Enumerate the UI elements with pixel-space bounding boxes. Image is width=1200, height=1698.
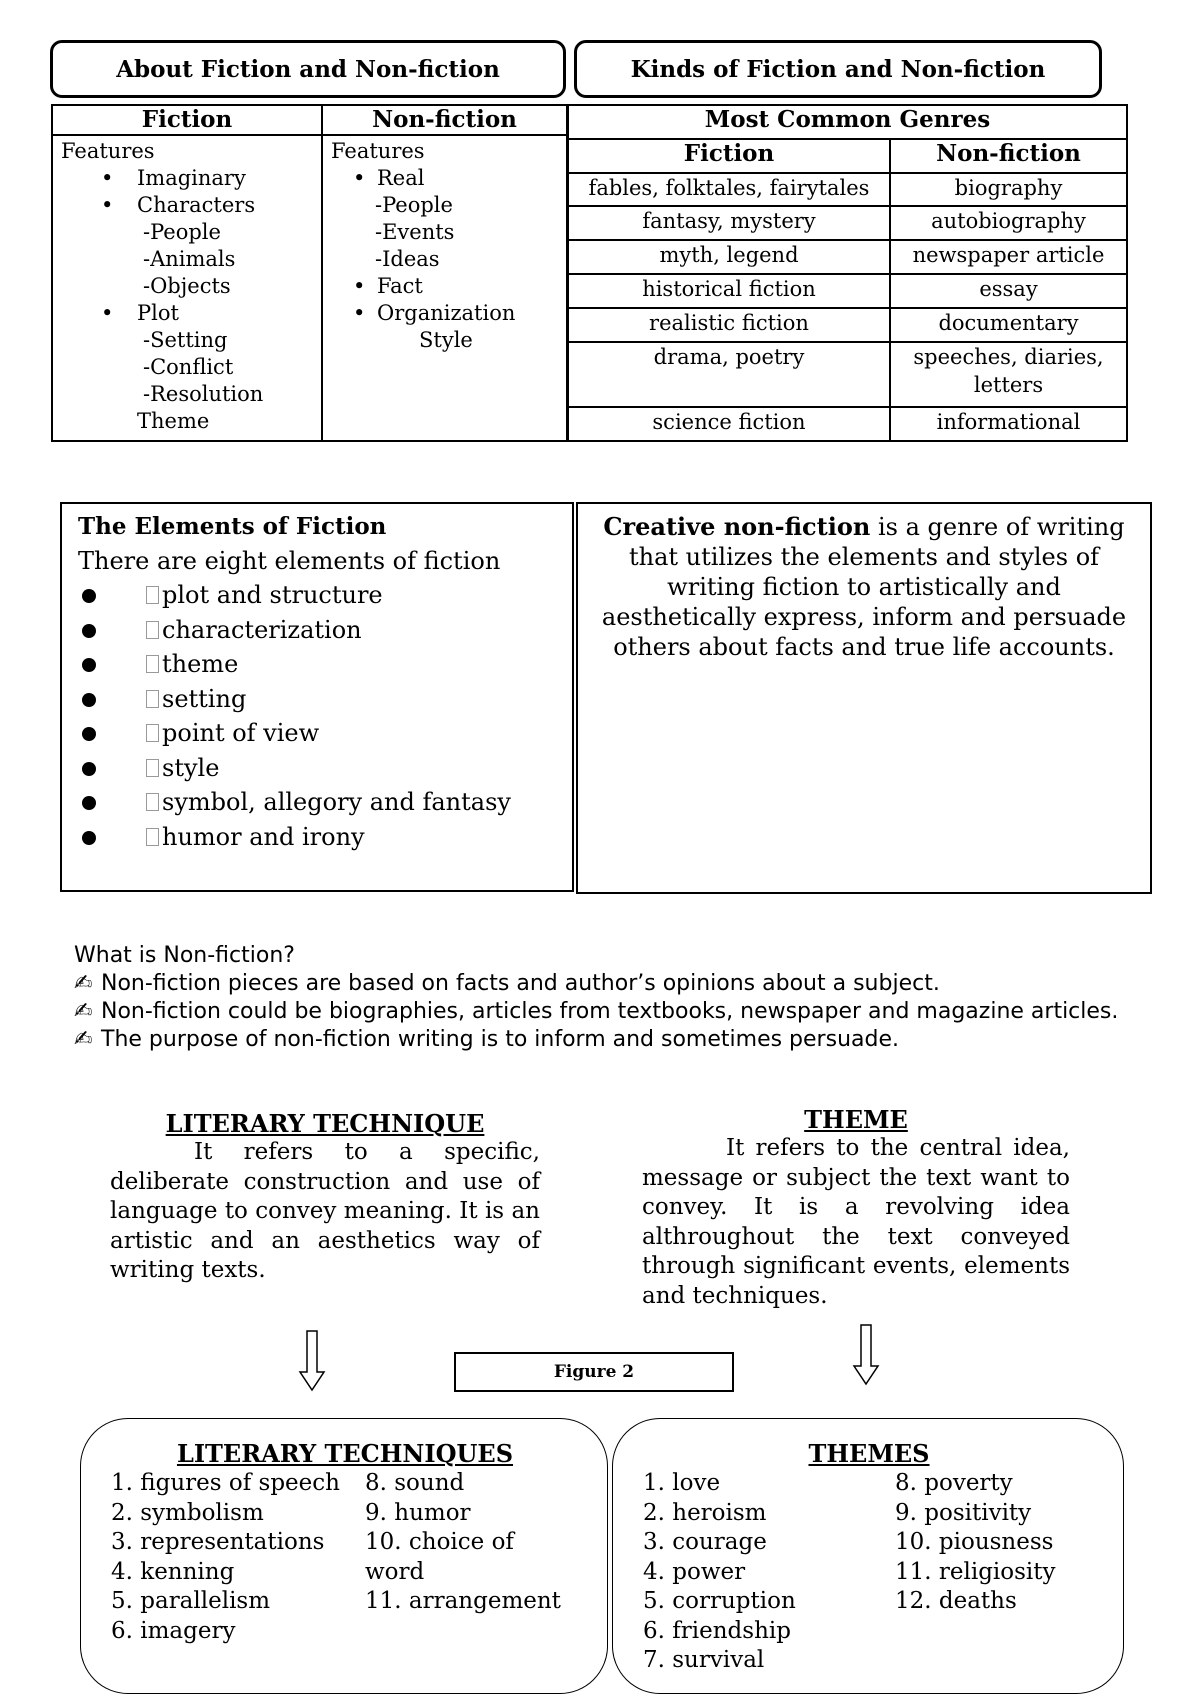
genre-nonfiction-cell: speeches, diaries, letters — [890, 342, 1127, 407]
literary-technique-section — [110, 1110, 540, 1286]
bullet-icon: • — [101, 301, 114, 325]
bullet-dot-icon — [82, 624, 96, 638]
checkbox-glyph-icon — [146, 793, 159, 811]
themes-box — [612, 1418, 1124, 1694]
fiction-feature-line — [61, 327, 313, 354]
technique-item: 8. sound — [365, 1470, 465, 1496]
technique-item: 11. arrangement — [365, 1588, 561, 1614]
creative-nonfiction-text: is a genre of writing that utilizes the elements and styles of writing fiction to artistically and aesthetically express, inform and persuade others about facts and true life accounts. — [601, 513, 1127, 661]
genre-fiction-cell: fables, folktales, fairytales — [568, 173, 890, 207]
fiction-feature-line — [61, 354, 313, 381]
nonfiction-features-cell — [322, 135, 567, 441]
nonfiction-feature-text: Real — [377, 166, 425, 190]
theme-item: 1. love — [643, 1470, 721, 1496]
checkbox-glyph-icon — [146, 655, 159, 673]
bullet-dot-icon — [82, 727, 96, 741]
literary-technique-title: LITERARY TECHNIQUE — [165, 1109, 485, 1138]
checkbox-glyph-icon — [146, 759, 159, 777]
theme-item: 6. friendship — [643, 1617, 791, 1644]
fiction-feature-text: Plot — [137, 301, 179, 325]
bullet-icon: • — [101, 193, 114, 217]
elements-list-item — [78, 751, 556, 786]
elements-box — [60, 502, 574, 892]
fiction-feature-text: -People — [143, 220, 221, 244]
nonfiction-point-text: Non-fiction pieces are based on facts and author’s opinions about a subject. — [101, 971, 940, 996]
fiction-features-cell — [52, 135, 322, 441]
nonfiction-info — [74, 942, 1138, 1054]
theme-item: 12. deaths — [895, 1588, 1017, 1614]
genres-title: Most Common Genres — [568, 105, 1127, 139]
nonfiction-feature-text: -People — [375, 193, 453, 217]
fiction-feature-text: Imaginary — [137, 166, 246, 190]
creative-nonfiction-term: Creative non-fiction — [603, 512, 871, 541]
writing-hand-icon: ✍ — [74, 1027, 93, 1052]
bullet-dot-icon — [82, 658, 96, 672]
fiction-feature-text: -Conflict — [143, 355, 234, 379]
technique-item: 6. imagery — [111, 1617, 236, 1644]
creative-nonfiction-box — [576, 502, 1152, 894]
nonfiction-feature-text: -Ideas — [375, 247, 440, 271]
genre-row — [568, 342, 1127, 407]
elements-list-item — [78, 613, 556, 648]
nonfiction-feature-line — [331, 165, 558, 192]
technique-item: 1. figures of speech — [111, 1470, 340, 1496]
nonfiction-feature-line — [331, 219, 558, 246]
elements-list-item — [78, 578, 556, 613]
bullet-dot-icon — [82, 589, 96, 603]
fiction-feature-line — [61, 165, 313, 192]
elements-list-item — [78, 647, 556, 682]
nonfiction-feature-line — [331, 246, 558, 273]
nonfiction-point — [74, 970, 1138, 998]
genre-row — [568, 308, 1127, 342]
techniques-column-2 — [365, 1469, 561, 1617]
about-header — [50, 40, 566, 98]
kinds-header-text: Kinds of Fiction and Non-fiction — [630, 55, 1046, 83]
genre-fiction-cell: drama, poetry — [568, 342, 890, 407]
checkbox-glyph-icon — [146, 690, 159, 708]
literary-techniques-box — [80, 1418, 608, 1694]
fiction-features-list — [61, 138, 313, 435]
theme-text: It refers to the central idea, message or subject the text want to convey. It is a revolving idea althroughout the text conveyed through significant events, elements and techniques. — [642, 1135, 1070, 1309]
theme-title: THEME — [804, 1105, 908, 1134]
checkbox-glyph-icon — [146, 724, 159, 742]
genre-nonfiction-cell: biography — [890, 173, 1127, 207]
kinds-header — [574, 40, 1102, 98]
fiction-feature-line — [61, 300, 313, 327]
bullet-icon: • — [353, 301, 366, 325]
fiction-feature-text: -Setting — [143, 328, 228, 352]
bullet-dot-icon — [82, 693, 96, 707]
theme-item: 9. positivity — [895, 1499, 1032, 1526]
genre-fiction-cell: myth, legend — [568, 240, 890, 274]
fiction-feature-text: Characters — [137, 193, 256, 217]
theme-item: 2. heroism — [643, 1499, 767, 1526]
fiction-feature-line — [61, 219, 313, 246]
genres-nonfiction-header: Non-fiction — [890, 139, 1127, 173]
elements-item-text: style — [162, 753, 220, 782]
writing-hand-icon: ✍ — [74, 971, 93, 996]
theme-item: 4. power — [643, 1558, 746, 1585]
elements-list-item — [78, 682, 556, 717]
nonfiction-feature-line — [331, 138, 558, 165]
elements-list — [78, 578, 556, 854]
elements-list-item — [78, 716, 556, 751]
nonfiction-feature-text: Fact — [377, 274, 423, 298]
genre-row — [568, 274, 1127, 308]
figure-label — [454, 1352, 734, 1392]
theme-item: 10. piousness — [895, 1529, 1054, 1555]
about-header-text: About Fiction and Non-fiction — [116, 55, 500, 83]
down-arrow-left-icon — [298, 1330, 326, 1392]
nonfiction-question: What is Non-fiction? — [74, 943, 295, 968]
nonfiction-point — [74, 1026, 1138, 1054]
nonfiction-feature-text: -Events — [375, 220, 455, 244]
elements-list-item — [78, 820, 556, 855]
checkbox-glyph-icon — [146, 621, 159, 639]
literary-technique-text: It refers to a specific, deliberate construction and use of language to convey meaning. It is an artistic and an aesthetics way of writing texts. — [110, 1139, 540, 1283]
genre-nonfiction-cell: newspaper article — [890, 240, 1127, 274]
genre-row — [568, 407, 1127, 441]
fiction-feature-line — [61, 273, 313, 300]
theme-item: 7. survival — [643, 1647, 765, 1673]
nonfiction-point-text: Non-fiction could be biographies, articles from textbooks, newspaper and magazine articles. — [101, 999, 1119, 1024]
fiction-feature-text: -Animals — [143, 247, 236, 271]
nonfiction-feature-text: Features — [331, 139, 425, 163]
bullet-icon: • — [353, 166, 366, 190]
genre-nonfiction-cell: autobiography — [890, 206, 1127, 240]
elements-item-text: theme — [162, 650, 239, 678]
checkbox-glyph-icon — [146, 586, 159, 604]
nonfiction-feature-text: Organization — [377, 301, 516, 325]
themes-column-2 — [895, 1469, 1056, 1617]
theme-section — [642, 1106, 1070, 1311]
bullet-icon: • — [101, 166, 114, 190]
theme-item: 5. corruption — [643, 1588, 796, 1614]
fiction-header: Fiction — [52, 105, 322, 135]
nonfiction-header: Non-fiction — [322, 105, 567, 135]
genres-fiction-header: Fiction — [568, 139, 890, 173]
bullet-icon: • — [353, 274, 366, 298]
technique-item: 3. representations — [111, 1529, 325, 1555]
bullet-dot-icon — [82, 796, 96, 810]
technique-item: 4. kenning — [111, 1558, 235, 1585]
techniques-column-1 — [111, 1469, 340, 1646]
genre-nonfiction-cell: documentary — [890, 308, 1127, 342]
genres-rows — [568, 173, 1127, 441]
genre-fiction-cell: fantasy, mystery — [568, 206, 890, 240]
technique-item: 10. choice of — [365, 1529, 514, 1555]
fiction-feature-line — [61, 381, 313, 408]
elements-item-text: plot and structure — [162, 581, 383, 609]
technique-item: 2. symbolism — [111, 1499, 264, 1526]
fiction-feature-line — [61, 408, 313, 435]
features-table — [51, 104, 568, 442]
technique-item: 5. parallelism — [111, 1588, 271, 1614]
writing-hand-icon: ✍ — [74, 999, 93, 1024]
checkbox-glyph-icon — [146, 828, 159, 846]
theme-item: 3. courage — [643, 1529, 767, 1555]
nonfiction-point-text: The purpose of non-fiction writing is to inform and sometimes persuade. — [101, 1027, 899, 1052]
nonfiction-feature-line — [331, 300, 558, 327]
genre-row — [568, 206, 1127, 240]
elements-title: The Elements of Fiction — [78, 513, 387, 540]
technique-item: 9. humor — [365, 1499, 471, 1526]
literary-techniques-title: LITERARY TECHNIQUES — [176, 1439, 514, 1468]
elements-item-text: humor and irony — [162, 822, 365, 851]
fiction-feature-line — [61, 246, 313, 273]
nonfiction-feature-text: Style — [419, 328, 473, 352]
nonfiction-features-list — [331, 138, 558, 354]
fiction-feature-line — [61, 138, 313, 165]
nonfiction-point — [74, 998, 1138, 1026]
genre-fiction-cell: realistic fiction — [568, 308, 890, 342]
down-arrow-right-icon — [852, 1324, 880, 1386]
genres-table — [567, 104, 1128, 442]
themes-column-1 — [643, 1469, 796, 1676]
nonfiction-feature-line — [331, 273, 558, 300]
elements-item-text: point of view — [162, 719, 320, 747]
elements-item-text: symbol, allegory and fantasy — [162, 788, 511, 816]
elements-intro: There are eight elements of fiction — [78, 547, 501, 575]
genre-row — [568, 240, 1127, 274]
genre-fiction-cell: historical fiction — [568, 274, 890, 308]
theme-item: 11. religiosity — [895, 1558, 1056, 1585]
themes-title: THEMES — [808, 1439, 930, 1468]
fiction-feature-line — [61, 192, 313, 219]
bullet-dot-icon — [82, 762, 96, 776]
genre-nonfiction-cell: essay — [890, 274, 1127, 308]
genre-fiction-cell: science fiction — [568, 407, 890, 441]
figure-label-text: Figure 2 — [553, 1362, 635, 1382]
genre-nonfiction-cell: informational — [890, 407, 1127, 441]
fiction-feature-text: -Resolution — [143, 382, 264, 406]
theme-item: 8. poverty — [895, 1470, 1013, 1496]
fiction-feature-text: Theme — [137, 409, 210, 433]
technique-item: word — [365, 1558, 425, 1585]
elements-item-text: setting — [162, 684, 247, 713]
bullet-dot-icon — [82, 831, 96, 845]
nonfiction-points — [74, 970, 1138, 1054]
genre-row — [568, 173, 1127, 207]
fiction-feature-text: -Objects — [143, 274, 231, 298]
elements-item-text: characterization — [162, 615, 362, 644]
nonfiction-feature-line — [331, 327, 558, 354]
elements-list-item — [78, 785, 556, 820]
nonfiction-feature-line — [331, 192, 558, 219]
fiction-feature-text: Features — [61, 139, 155, 163]
